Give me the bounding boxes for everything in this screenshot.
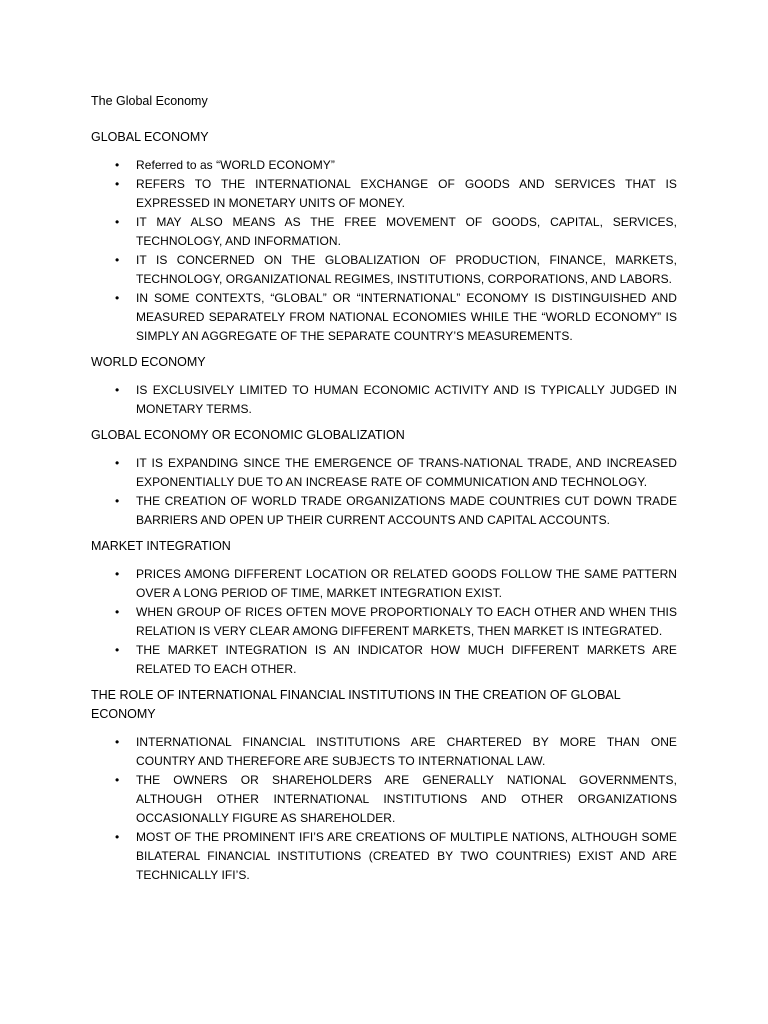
- bullet-icon: •: [115, 456, 120, 470]
- list-item: [91, 381, 677, 419]
- list-item-text: REFERS TO THE INTERNATIONAL EXCHANGE OF GOODS AND SERVICES THAT IS EXPRESSED IN MONETARY UNITS OF MONEY.: [136, 177, 677, 210]
- bullet-list: [91, 454, 677, 530]
- list-item: [91, 565, 677, 603]
- bullet-icon: •: [115, 177, 120, 191]
- bullet-icon: •: [115, 253, 120, 267]
- bullet-list: [91, 156, 677, 346]
- list-item: [91, 771, 677, 828]
- bullet-list: [91, 733, 677, 885]
- bullet-icon: •: [115, 735, 120, 749]
- list-item-text: THE CREATION OF WORLD TRADE ORGANIZATIONS MADE COUNTRIES CUT DOWN TRADE BARRIERS AND OPEN UP THEIR CURRENT ACCOUNTS AND CAPITAL ACCOUNTS.: [136, 494, 677, 527]
- section-heading: THE ROLE OF INTERNATIONAL FINANCIAL INSTITUTIONS IN THE CREATION OF GLOBAL ECONOMY: [91, 688, 621, 721]
- list-item-text: THE OWNERS OR SHAREHOLDERS ARE GENERALLY NATIONAL GOVERNMENTS, ALTHOUGH OTHER INTERNATIONAL INSTITUTIONS AND OTHER ORGANIZATIONS OCCASIONALLY FIGURE AS SHAREHOLDER.: [136, 773, 677, 825]
- section-heading: GLOBAL ECONOMY: [91, 130, 209, 144]
- list-item: [91, 603, 677, 641]
- list-item-text: Referred to as “WORLD ECONOMY”: [136, 158, 335, 172]
- list-item: [91, 641, 677, 679]
- bullet-icon: •: [115, 215, 120, 229]
- bullet-list: [91, 381, 677, 419]
- bullet-list: [91, 565, 677, 679]
- list-item: [91, 828, 677, 885]
- list-item-text: IN SOME CONTEXTS, “GLOBAL” OR “INTERNATIONAL” ECONOMY IS DISTINGUISHED AND MEASURED SEPARATELY FROM NATIONAL ECONOMIES WHILE THE “WORLD ECONOMY” IS SIMPLY AN AGGREGATE OF THE SEPARATE COUNTRY’S MEASUREMENTS.: [136, 291, 677, 343]
- section-ifi-role: [91, 686, 677, 885]
- list-item-text: IT IS EXPANDING SINCE THE EMERGENCE OF TRANS-NATIONAL TRADE, AND INCREASED EXPONENTIALLY DUE TO AN INCREASE RATE OF COMMUNICATION AND TECHNOLOGY.: [136, 456, 677, 489]
- bullet-icon: •: [115, 643, 120, 657]
- section-world-economy: [91, 353, 677, 419]
- list-item: [91, 175, 677, 213]
- list-item: [91, 289, 677, 346]
- section-market-integration: [91, 537, 677, 679]
- bullet-icon: •: [115, 830, 120, 844]
- bullet-icon: •: [115, 383, 120, 397]
- list-item-text: THE MARKET INTEGRATION IS AN INDICATOR HOW MUCH DIFFERENT MARKETS ARE RELATED TO EACH OTHER.: [136, 643, 677, 676]
- list-item-text: IT IS CONCERNED ON THE GLOBALIZATION OF PRODUCTION, FINANCE, MARKETS, TECHNOLOGY, ORGANIZATIONAL REGIMES, INSTITUTIONS, CORPORATIONS, AND LABORS.: [136, 253, 677, 286]
- list-item: [91, 492, 677, 530]
- bullet-icon: •: [115, 605, 120, 619]
- list-item: [91, 454, 677, 492]
- bullet-icon: •: [115, 158, 120, 172]
- section-economic-globalization: [91, 426, 677, 530]
- section-heading: WORLD ECONOMY: [91, 355, 206, 369]
- list-item-text: IS EXCLUSIVELY LIMITED TO HUMAN ECONOMIC ACTIVITY AND IS TYPICALLY JUDGED IN MONETARY TERMS.: [136, 383, 677, 416]
- bullet-icon: •: [115, 494, 120, 508]
- bullet-icon: •: [115, 291, 120, 305]
- section-heading: MARKET INTEGRATION: [91, 539, 231, 553]
- list-item-text: INTERNATIONAL FINANCIAL INSTITUTIONS ARE CHARTERED BY MORE THAN ONE COUNTRY AND THEREFORE ARE SUBJECTS TO INTERNATIONAL LAW.: [136, 735, 677, 768]
- list-item-text: PRICES AMONG DIFFERENT LOCATION OR RELATED GOODS FOLLOW THE SAME PATTERN OVER A LONG PERIOD OF TIME, MARKET INTEGRATION EXIST.: [136, 567, 677, 600]
- list-item-text: WHEN GROUP OF RICES OFTEN MOVE PROPORTIONALY TO EACH OTHER AND WHEN THIS RELATION IS VERY CLEAR AMONG DIFFERENT MARKETS, THEN MARKET IS INTEGRATED.: [136, 605, 677, 638]
- bullet-icon: •: [115, 567, 120, 581]
- document-body: [91, 92, 677, 892]
- list-item-text: MOST OF THE PROMINENT IFI’S ARE CREATIONS OF MULTIPLE NATIONS, ALTHOUGH SOME BILATERAL FINANCIAL INSTITUTIONS (CREATED BY TWO COUNTRIES) EXIST AND ARE TECHNICALLY IFI’S.: [136, 830, 677, 882]
- list-item-text: IT MAY ALSO MEANS AS THE FREE MOVEMENT OF GOODS, CAPITAL, SERVICES, TECHNOLOGY, AND INFORMATION.: [136, 215, 677, 248]
- list-item: [91, 156, 677, 175]
- list-item: [91, 733, 677, 771]
- list-item: [91, 251, 677, 289]
- section-global-economy: [91, 128, 677, 346]
- section-heading: GLOBAL ECONOMY OR ECONOMIC GLOBALIZATION: [91, 428, 405, 442]
- document-title: The Global Economy: [91, 94, 208, 108]
- list-item: [91, 213, 677, 251]
- bullet-icon: •: [115, 773, 120, 787]
